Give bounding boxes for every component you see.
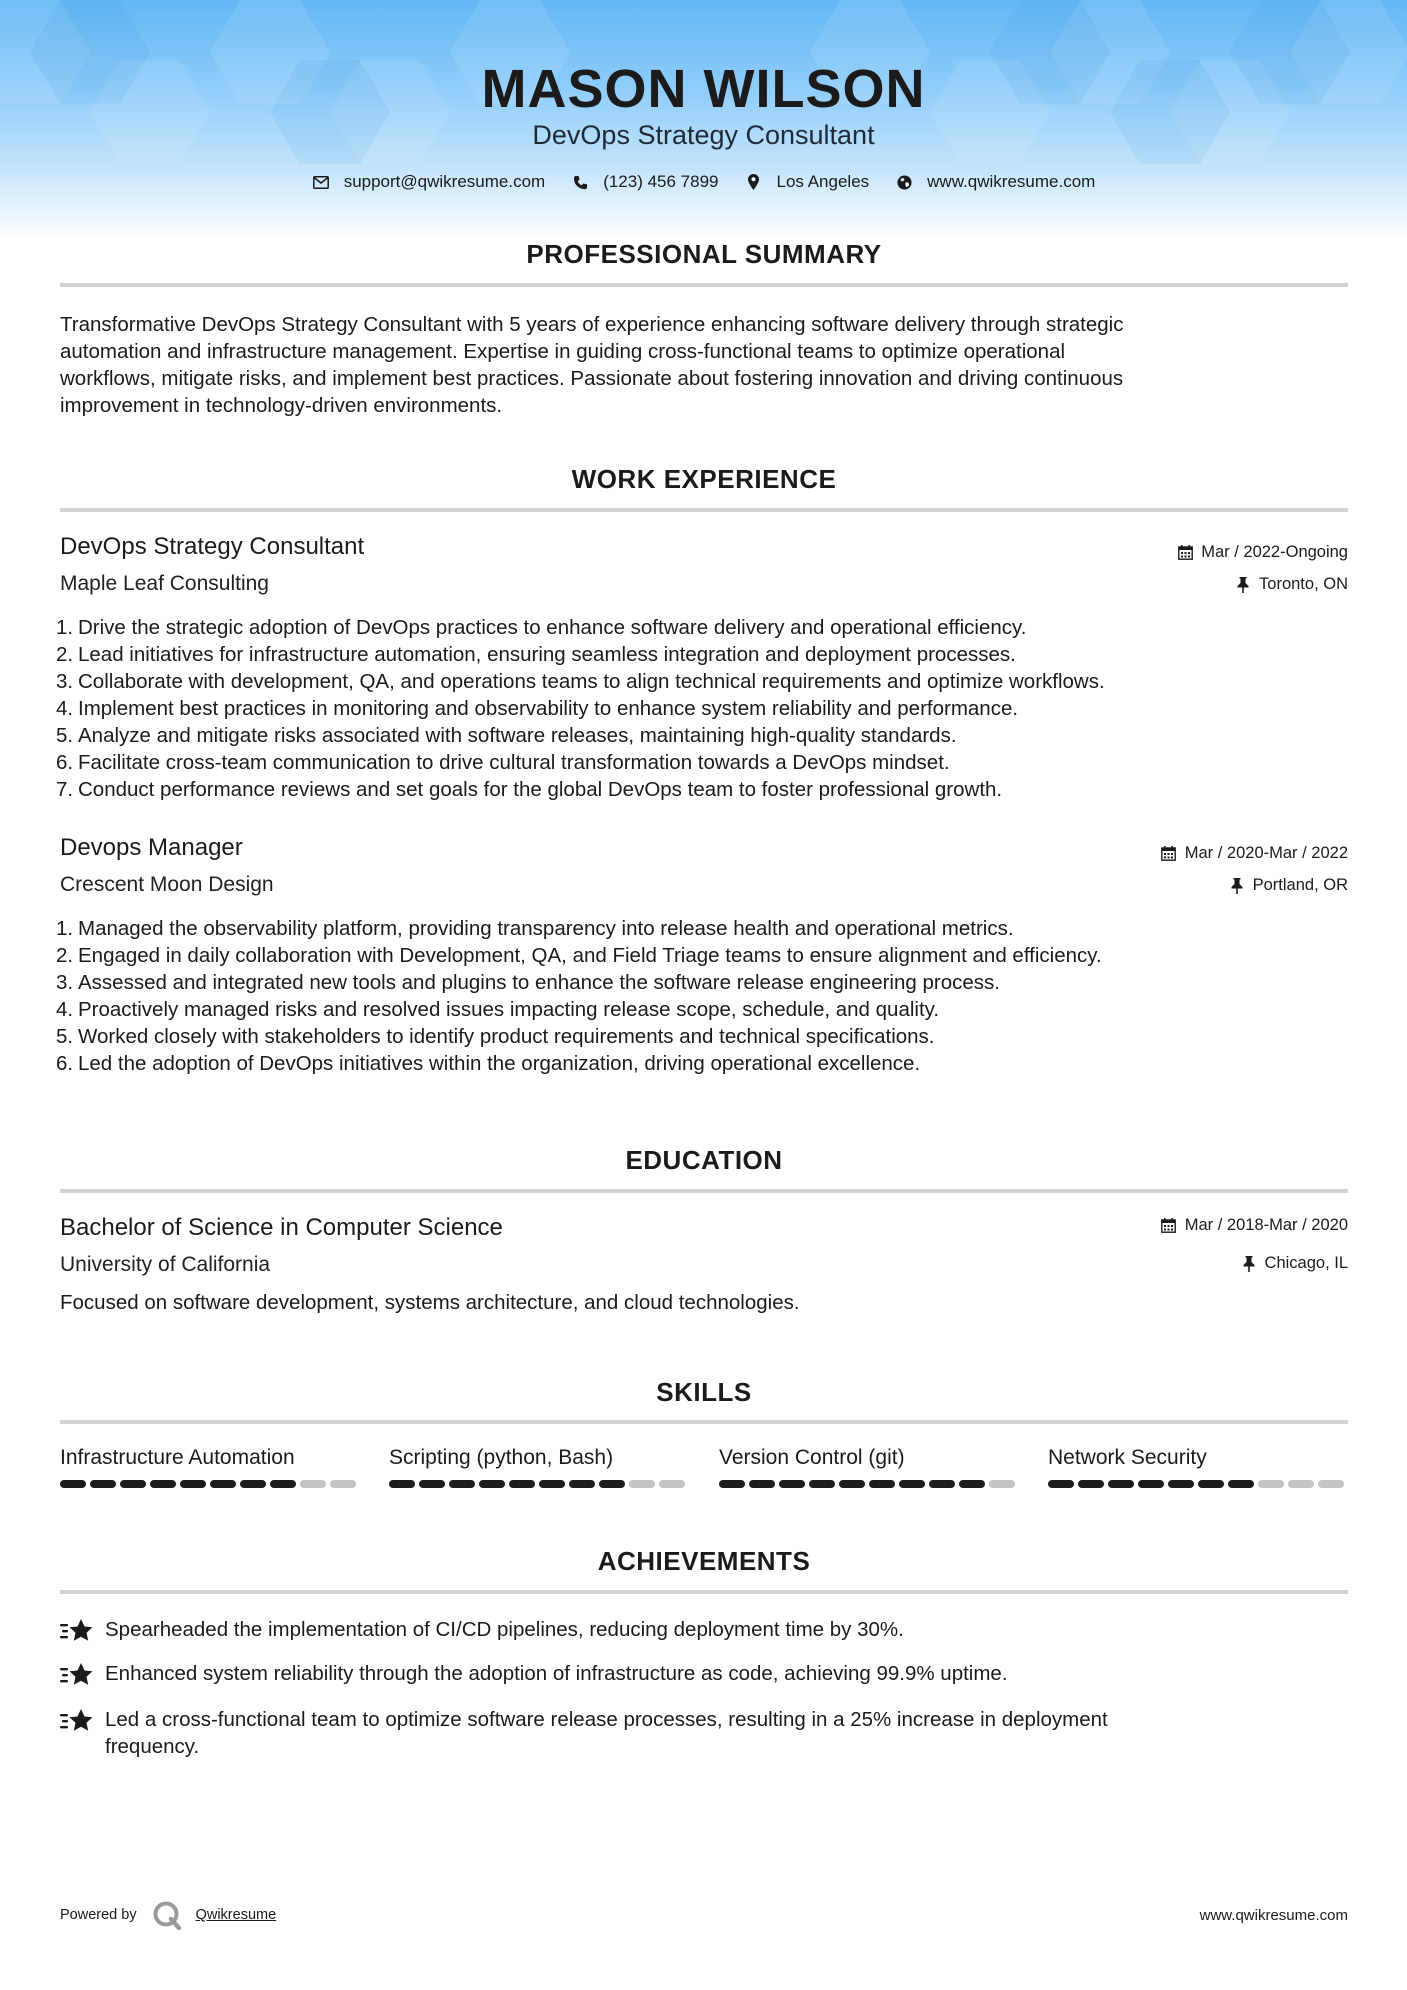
skill-rating-bar xyxy=(1048,1480,1348,1488)
skill-item xyxy=(719,1446,1019,1488)
skill-segment-empty xyxy=(1318,1480,1344,1488)
skill-segment-filled xyxy=(1078,1480,1104,1488)
achievement-item xyxy=(60,1616,1348,1651)
job-title: DevOps Strategy Consultant xyxy=(60,533,365,560)
pushpin-icon xyxy=(1235,577,1251,593)
skill-segment-empty xyxy=(1288,1480,1314,1488)
list-item: 2. Lead initiatives for infrastructure automation, ensuring seamless integration and deployment processes. xyxy=(56,643,1016,666)
calendar-icon xyxy=(1161,846,1177,862)
contact-location-text: Los Angeles xyxy=(776,172,870,191)
list-item: 7. Conduct performance reviews and set goals for the global DevOps team to foster professional growth. xyxy=(56,778,1003,801)
skill-segment-filled xyxy=(959,1480,985,1488)
job-company: Maple Leaf Consulting xyxy=(60,572,269,595)
skill-segment-filled xyxy=(539,1480,565,1488)
skill-segment-filled xyxy=(90,1480,116,1488)
achievements-divider xyxy=(60,1590,1348,1594)
footer-website[interactable]: www.qwikresume.com xyxy=(1199,1907,1348,1924)
envelope-icon xyxy=(312,173,330,191)
skill-segment-filled xyxy=(929,1480,955,1488)
list-item: 3. Assessed and integrated new tools and plugins to enhance the software release engineering process. xyxy=(56,971,1000,994)
job-dates-text: Mar / 2020-Mar / 2022 xyxy=(1184,844,1348,862)
calendar-icon xyxy=(1177,545,1193,561)
bullet-text: Conduct performance reviews and set goals for the global DevOps team to foster professional growth. xyxy=(78,778,1003,801)
list-item: 6. Led the adoption of DevOps initiatives within the organization, driving operational excellence. xyxy=(56,1052,921,1075)
skill-segment-filled xyxy=(569,1480,595,1488)
contact-email-text: support@qwikresume.com xyxy=(343,172,546,191)
star-icon xyxy=(60,1616,105,1651)
list-item: 4. Proactively managed risks and resolved issues impacting release scope, schedule, and quality. xyxy=(56,998,940,1021)
skill-segment-filled xyxy=(809,1480,835,1488)
skills-divider xyxy=(60,1420,1348,1424)
skill-segment-filled xyxy=(419,1480,445,1488)
list-item: 5. Worked closely with stakeholders to identify product requirements and technical specifications. xyxy=(56,1025,935,1048)
footer-powered-by xyxy=(60,1900,276,1930)
skill-name: Infrastructure Automation xyxy=(60,1446,295,1469)
skill-segment-filled xyxy=(839,1480,865,1488)
globe-icon xyxy=(895,173,913,191)
skill-segment-filled xyxy=(240,1480,266,1488)
list-item: 1. Drive the strategic adoption of DevOps practices to enhance software delivery and operational efficiency. xyxy=(56,616,1027,639)
skills-heading: SKILLS xyxy=(656,1377,752,1407)
bullet-text: Managed the observability platform, providing transparency into release health and operational metrics. xyxy=(78,917,1014,940)
job-location xyxy=(1235,575,1348,594)
contact-phone[interactable] xyxy=(571,172,718,192)
skill-name: Scripting (python, Bash) xyxy=(389,1446,614,1469)
pushpin-icon xyxy=(1229,878,1245,894)
list-item: 2. Engaged in daily collaboration with Development, QA, and Field Triage teams to ensure alignment and efficiency. xyxy=(56,944,1102,967)
skill-segment-empty xyxy=(659,1480,685,1488)
bullet-text: Collaborate with development, QA, and operations teams to align technical requirements and optimize workflows. xyxy=(78,670,1105,693)
skill-segment-empty xyxy=(629,1480,655,1488)
achievement-item xyxy=(60,1706,1348,1760)
calendar-icon xyxy=(1161,1218,1177,1234)
contact-website-text: www.qwikresume.com xyxy=(927,172,1096,191)
education-divider xyxy=(60,1189,1348,1193)
achievements-heading: ACHIEVEMENTS xyxy=(597,1546,811,1576)
skill-segment-empty xyxy=(989,1480,1015,1488)
skill-segment-filled xyxy=(120,1480,146,1488)
bullet-text: Lead initiatives for infrastructure automation, ensuring seamless integration and deployment processes. xyxy=(78,643,1016,666)
skill-segment-filled xyxy=(180,1480,206,1488)
bullet-text: Analyze and mitigate risks associated with software releases, maintaining high-quality standards. xyxy=(78,724,957,747)
contact-location xyxy=(745,172,870,192)
achievement-text: Enhanced system reliability through the adoption of infrastructure as code, achieving 99.9% uptime. xyxy=(105,1662,1008,1685)
job-location-text: Toronto, ON xyxy=(1259,575,1348,593)
education-dates xyxy=(1161,1216,1348,1235)
skill-name: Network Security xyxy=(1048,1446,1207,1469)
education-location-text: Chicago, IL xyxy=(1264,1254,1348,1272)
experience-heading: WORK EXPERIENCE xyxy=(571,464,837,494)
list-item: 4. Implement best practices in monitoring and observability to enhance system reliability and performance. xyxy=(56,697,1019,720)
skill-segment-filled xyxy=(210,1480,236,1488)
education-description: Focused on software development, systems architecture, and cloud technologies. xyxy=(60,1291,800,1314)
contact-website[interactable] xyxy=(895,172,1095,192)
skill-segment-empty xyxy=(300,1480,326,1488)
skill-segment-empty xyxy=(330,1480,356,1488)
skill-name: Version Control (git) xyxy=(719,1446,905,1469)
summary-line: automation and infrastructure management. Expertise in guiding cross-functional teams to optimize operational xyxy=(60,340,1066,363)
contact-phone-text: (123) 456 7899 xyxy=(603,172,719,191)
skill-rating-bar xyxy=(60,1480,360,1488)
job-bullets xyxy=(56,915,1346,1077)
education-heading: EDUCATION xyxy=(625,1145,783,1175)
summary-text xyxy=(60,311,1310,419)
summary-divider xyxy=(60,283,1348,287)
skill-segment-filled xyxy=(60,1480,86,1488)
education-dates-text: Mar / 2018-Mar / 2020 xyxy=(1184,1216,1348,1234)
pushpin-icon xyxy=(1241,1256,1257,1272)
skill-segment-filled xyxy=(1108,1480,1134,1488)
skill-segment-filled xyxy=(749,1480,775,1488)
list-item: 6. Facilitate cross-team communication to drive cultural transformation towards a DevOps mindset. xyxy=(56,751,950,774)
education-school: University of California xyxy=(60,1253,271,1276)
skill-rating-bar xyxy=(719,1480,1019,1488)
contact-bar xyxy=(0,172,1407,192)
achievement-text: Led a cross-functional team to optimize software release processes, resulting in a 25% increase in deployment xyxy=(105,1708,1108,1731)
job-dates xyxy=(1161,844,1348,863)
powered-by-label: Powered by xyxy=(60,1907,137,1923)
skill-segment-filled xyxy=(1198,1480,1224,1488)
phone-icon xyxy=(571,173,589,191)
achievement-text-block xyxy=(105,1706,1108,1760)
job-bullets xyxy=(56,614,1346,803)
skill-item xyxy=(1048,1446,1348,1488)
skill-segment-filled xyxy=(599,1480,625,1488)
skill-segment-filled xyxy=(869,1480,895,1488)
skill-segment-filled xyxy=(779,1480,805,1488)
skill-segment-filled xyxy=(270,1480,296,1488)
achievement-text: frequency. xyxy=(105,1735,200,1758)
star-icon xyxy=(60,1660,105,1695)
skill-rating-bar xyxy=(389,1480,689,1488)
job-title: Devops Manager xyxy=(60,834,243,861)
skill-segment-filled xyxy=(1048,1480,1074,1488)
skill-segment-filled xyxy=(1168,1480,1194,1488)
summary-line: workflows, mitigate risks, and implement best practices. Passionate about fostering innovation and driving continuous xyxy=(60,367,1124,390)
star-icon xyxy=(60,1706,105,1760)
achievement-text: Spearheaded the implementation of CI/CD pipelines, reducing deployment time by 30%. xyxy=(105,1618,904,1641)
skill-item xyxy=(60,1446,360,1488)
bullet-text: Facilitate cross-team communication to drive cultural transformation towards a DevOps mindset. xyxy=(78,751,950,774)
list-item: 3. Collaborate with development, QA, and operations teams to align technical requirements and optimize workflows. xyxy=(56,670,1105,693)
achievement-item xyxy=(60,1660,1348,1695)
job-dates-text: Mar / 2022-Ongoing xyxy=(1201,543,1348,561)
contact-email[interactable] xyxy=(312,172,546,192)
skill-item xyxy=(389,1446,689,1488)
qwikresume-logo-icon xyxy=(152,1900,182,1930)
skill-segment-filled xyxy=(1138,1480,1164,1488)
skill-segment-filled xyxy=(719,1480,745,1488)
candidate-title: DevOps Strategy Consultant xyxy=(532,120,875,150)
summary-line: improvement in technology-driven environments. xyxy=(60,394,503,417)
job-company: Crescent Moon Design xyxy=(60,873,274,896)
list-item: 1. Managed the observability platform, providing transparency into release health and operational metrics. xyxy=(56,917,1014,940)
job-location-text: Portland, OR xyxy=(1252,876,1348,894)
education-location xyxy=(1241,1254,1348,1273)
skill-segment-filled xyxy=(509,1480,535,1488)
summary-line: Transformative DevOps Strategy Consultant with 5 years of experience enhancing software delivery through strategic xyxy=(60,313,1124,336)
skill-segment-empty xyxy=(1258,1480,1284,1488)
map-pin-icon xyxy=(745,173,763,191)
skill-segment-filled xyxy=(479,1480,505,1488)
skill-segment-filled xyxy=(389,1480,415,1488)
summary-heading: PROFESSIONAL SUMMARY xyxy=(526,239,882,269)
bullet-text: Drive the strategic adoption of DevOps practices to enhance software delivery and operational efficiency. xyxy=(78,616,1027,639)
skill-segment-filled xyxy=(899,1480,925,1488)
skill-segment-filled xyxy=(449,1480,475,1488)
bullet-text: Proactively managed risks and resolved issues impacting release scope, schedule, and quality. xyxy=(78,998,940,1021)
bullet-text: Assessed and integrated new tools and plugins to enhance the software release engineering process. xyxy=(78,971,1000,994)
bullet-text: Worked closely with stakeholders to identify product requirements and technical specifications. xyxy=(78,1025,935,1048)
bullet-text: Led the adoption of DevOps initiatives within the organization, driving operational excellence. xyxy=(78,1052,921,1075)
skill-segment-filled xyxy=(1228,1480,1254,1488)
bullet-text: Engaged in daily collaboration with Development, QA, and Field Triage teams to ensure alignment and efficiency. xyxy=(78,944,1102,967)
experience-divider xyxy=(60,508,1348,512)
skill-segment-filled xyxy=(150,1480,176,1488)
list-item: 5. Analyze and mitigate risks associated with software releases, maintaining high-quality standards. xyxy=(56,724,957,747)
candidate-name: MASON WILSON xyxy=(481,59,926,119)
qwikresume-link[interactable]: Qwikresume xyxy=(195,1907,277,1923)
job-location xyxy=(1229,876,1348,895)
job-dates xyxy=(1177,543,1348,562)
bullet-text: Implement best practices in monitoring and observability to enhance system reliability and performance. xyxy=(78,697,1019,720)
education-degree: Bachelor of Science in Computer Science xyxy=(60,1214,503,1241)
